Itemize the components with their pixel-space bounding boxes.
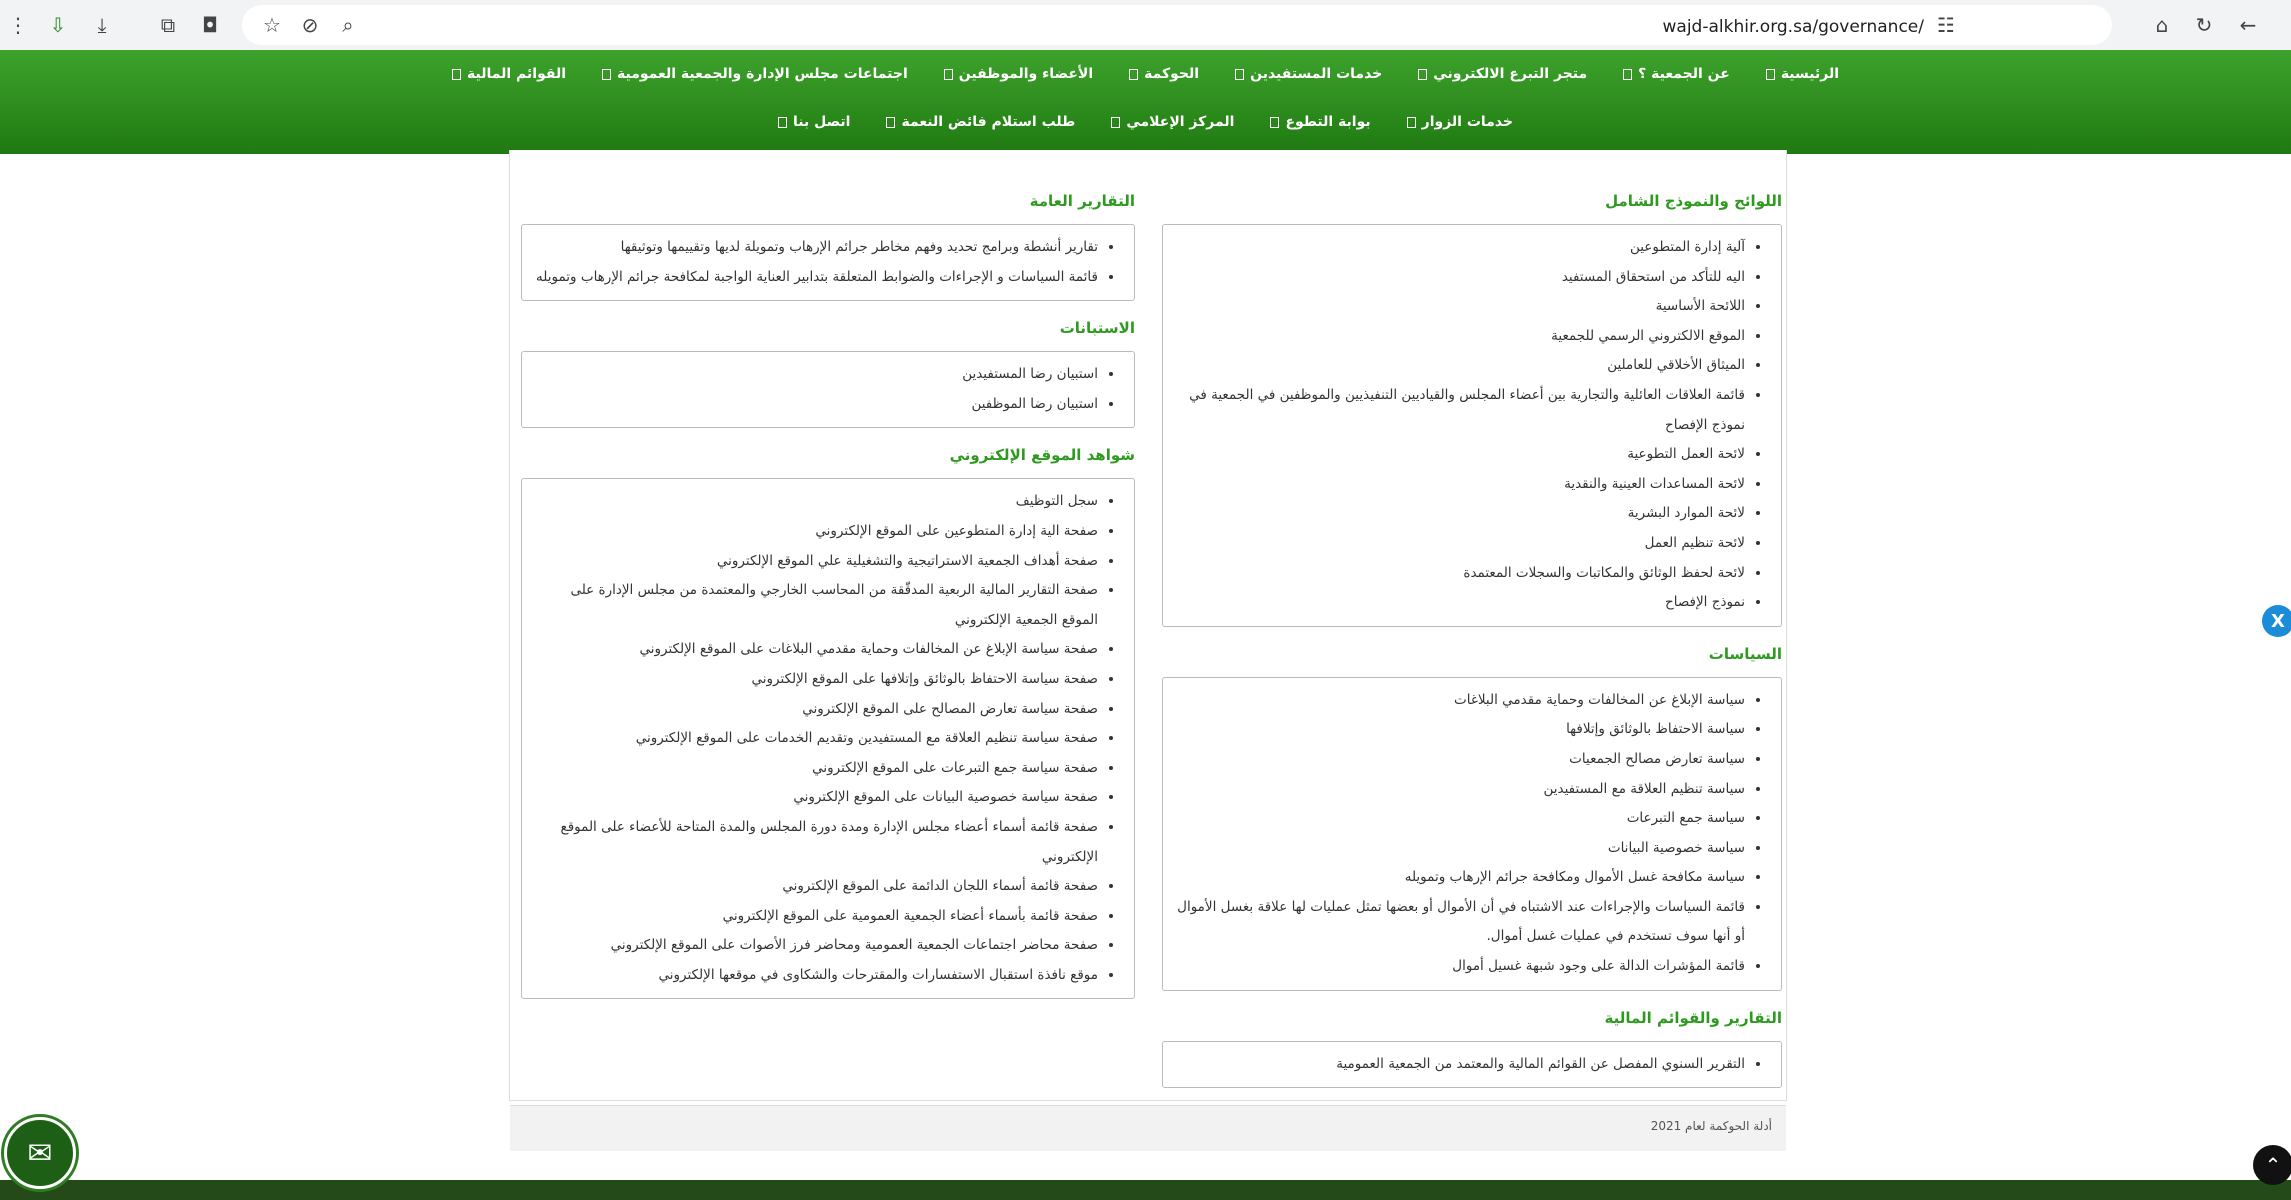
download-icon[interactable]: ⤓ (97, 13, 107, 37)
nav-label: الحوكمة (1144, 66, 1200, 82)
document-link[interactable]: • قائمة المؤشرات الدالة على وجود شبهة غسيل أموال (1177, 952, 1745, 982)
nav-label: خدمات المستفيدين (1250, 66, 1383, 82)
section-title: التقارير والقوائم المالية (1604, 1008, 1782, 1027)
dropdown-icon (886, 117, 895, 128)
document-link[interactable]: • صفحة سياسة تعارض المصالح على الموقع الإلكتروني (536, 695, 1098, 725)
x-social-icon[interactable]: X (2262, 605, 2291, 637)
extensions-icon[interactable]: ⧉ (160, 13, 176, 37)
nav-item-4[interactable] (1217, 66, 1400, 82)
panel-footer (510, 1105, 1786, 1151)
left-column (521, 190, 1135, 1015)
document-link[interactable]: • صفحة سياسة تنظيم العلاقة مع المستفيدين وتقديم الخدمات على الموقع الإلكتروني (536, 724, 1098, 754)
document-link[interactable]: • صفحة قائمة أسماء اللجان الدائمة على الموقع الإلكتروني (536, 872, 1098, 902)
document-list (1162, 677, 1782, 991)
section-title: الاستبانات (1059, 319, 1135, 338)
nav-item-4[interactable] (868, 114, 1093, 130)
more-menu-icon[interactable]: ⋮ (8, 13, 28, 37)
nav-label: عن الجمعية ؟ (1638, 66, 1730, 82)
browser-toolbar (0, 0, 2291, 51)
screenshot-icon[interactable]: ◘ (202, 13, 218, 37)
document-link[interactable]: • الميثاق الأخلاقي للعاملين (1177, 351, 1745, 381)
nav-item-3[interactable] (1400, 66, 1605, 82)
footer-text: أدلة الحوكمة لعام 2021 (1650, 1119, 1772, 1133)
document-link[interactable]: • سياسة الإبلاغ عن المخالفات وحماية مقدمي البلاغات (1177, 686, 1745, 716)
dropdown-icon (1407, 117, 1416, 128)
document-link[interactable]: • لائحة تنظيم العمل (1177, 529, 1745, 559)
scroll-top-icon[interactable]: ⌃ (2253, 1145, 2291, 1185)
document-link[interactable]: • سياسة تعارض مصالح الجمعيات (1177, 745, 1745, 775)
nav-item-1[interactable] (1389, 114, 1531, 130)
document-link[interactable]: • سياسة تنظيم العلاقة مع المستفيدين (1177, 775, 1745, 805)
main-navigation (0, 50, 2291, 154)
section-title: السياسات (1708, 644, 1782, 663)
document-link[interactable]: • موقع نافذة استقبال الاستفسارات والمقترحات والشكاوى في موقعها الإلكتروني (536, 961, 1098, 991)
document-link[interactable]: • سياسة خصوصية البيانات (1177, 834, 1745, 864)
nav-item-8[interactable] (434, 66, 584, 82)
document-link[interactable]: • سجل التوظيف (536, 487, 1098, 517)
dropdown-icon (1129, 69, 1138, 80)
document-link[interactable]: • استبيان رضا المستفيدين (536, 360, 1098, 390)
document-link[interactable]: • صفحة أهداف الجمعية الاستراتيجية والتشغيلية علي الموقع الإلكتروني (536, 547, 1098, 577)
nav-label: خدمات الزوار (1421, 114, 1514, 130)
section-title: شواهد الموقع الإلكتروني (949, 446, 1135, 465)
section-title: التقارير العامة (1029, 192, 1135, 210)
document-link[interactable]: • نموذج الإفصاح (1177, 588, 1745, 618)
document-link[interactable]: • التقرير السنوي المفصل عن القوائم المالية والمعتمد من الجمعية العمومية (1177, 1050, 1745, 1080)
nav-item-7[interactable] (584, 66, 926, 82)
nav-label: متجر التبرع الالكتروني (1433, 66, 1588, 82)
dropdown-icon (778, 117, 787, 128)
document-link[interactable]: • قائمة العلاقات العائلية والتجارية بين أعضاء المجلس والقياديين التنفيذيين والموظفين في الجمعية في نموذج الإفصاح (1177, 381, 1745, 440)
document-link[interactable]: • لائحة العمل التطوعية (1177, 440, 1745, 470)
site-settings-icon[interactable]: ☷ (1937, 13, 1955, 37)
document-link[interactable]: • اليه للتأكد من استحقاق المستفيد (1177, 263, 1745, 293)
document-link[interactable]: • صفحة سياسة خصوصية البيانات على الموقع الإلكتروني (536, 783, 1098, 813)
governance-panel (509, 150, 1787, 1133)
nav-label: المركز الإعلامي (1126, 114, 1235, 130)
nav-item-5[interactable] (1111, 66, 1217, 82)
dropdown-icon (1235, 69, 1244, 80)
site-footer-bar (0, 1180, 2291, 1200)
document-list (521, 351, 1135, 428)
document-link[interactable]: • قائمة السياسات و الإجراءات والضوابط المتعلقة بتدابير العناية الواجبة لمكافحة جرائم الإرهاب وتمويله (536, 263, 1098, 293)
nav-item-3[interactable] (1093, 114, 1252, 130)
back-icon[interactable]: ← (2239, 13, 2257, 37)
dropdown-icon (452, 69, 461, 80)
nav-item-5[interactable] (760, 114, 868, 130)
nav-row-2 (0, 114, 2291, 130)
hide-eye-icon[interactable]: ⊘ (301, 13, 319, 37)
document-list (521, 478, 1135, 999)
nav-row-1 (0, 66, 2291, 82)
document-link[interactable]: • الموقع الالكتروني الرسمي للجمعية (1177, 322, 1745, 352)
dropdown-icon (602, 69, 611, 80)
dropdown-icon (1766, 69, 1775, 80)
document-list (521, 224, 1135, 301)
dropdown-icon (944, 69, 953, 80)
home-icon[interactable]: ⌂ (2155, 13, 2169, 37)
section-title: اللوائح والنموذج الشامل (1605, 192, 1782, 210)
document-link[interactable]: • لائحة لحفظ الوثائق والمكاتبات والسجلات المعتمدة (1177, 559, 1745, 589)
document-link[interactable]: • قائمة السياسات والإجراءات عند الاشتباه في أن الأموال أو بعضها تمثل عمليات لها علاقة بغسل الأموال أو أنها سوف تستخدم في عمليات غسل أموال. (1177, 893, 1745, 952)
mail-icon[interactable]: ✉ (4, 1117, 76, 1189)
nav-label: الرئيسية (1780, 66, 1839, 82)
document-link[interactable]: • صفحة قائمة أسماء أعضاء مجلس الإدارة ومدة دورة المجلس والمدة المتاحة للأعضاء على الموقع الإلكتروني (536, 813, 1098, 872)
document-link[interactable]: • آلية إدارة المتطوعين (1177, 233, 1745, 263)
dropdown-icon (1270, 117, 1279, 128)
nav-item-2[interactable] (1605, 66, 1748, 82)
nav-label: اجتماعات مجلس الإدارة والجمعية العمومية (617, 66, 908, 82)
document-link[interactable]: • اللائحة الأساسية (1177, 292, 1745, 322)
nav-label: طلب استلام فائض النعمة (901, 114, 1076, 130)
document-link[interactable]: • استبيان رضا الموظفين (536, 390, 1098, 420)
document-link[interactable]: • صفحة قائمة بأسماء أعضاء الجمعية العمومية على الموقع الإلكتروني (536, 902, 1098, 932)
document-link[interactable]: • صفحة سياسة جمع التبرعات على الموقع الإلكتروني (536, 754, 1098, 784)
nav-label: الأعضاء والموظفين (958, 66, 1094, 82)
document-link[interactable]: • لائحة المساعدات العينية والنقدية (1177, 470, 1745, 500)
nav-item-6[interactable] (926, 66, 1111, 82)
document-link[interactable]: • صفحة محاضر اجتماعات الجمعية العمومية ومحاضر فرز الأصوات على الموقع الإلكتروني (536, 931, 1098, 961)
address-bar[interactable] (242, 5, 2112, 45)
document-link[interactable]: • صفحة الية إدارة المتطوعين على الموقع الإلكتروني (536, 517, 1098, 547)
document-link[interactable]: • سياسة مكافحة غسل الأموال ومكافحة جرائم الإرهاب وتمويله (1177, 863, 1745, 893)
document-link[interactable]: • صفحة التقارير المالية الربعية المدقّقة من المحاسب الخارجي والمعتمدة من مجلس الإدارة على الموقع الجمعية الإلكتروني (536, 576, 1098, 635)
document-link[interactable]: • صفحة سياسة الإبلاغ عن المخالفات وحماية مقدمي البلاغات على الموقع الإلكتروني (536, 635, 1098, 665)
nav-label: بوابة التطوع (1285, 114, 1371, 130)
document-link[interactable]: • تقارير أنشطة وبرامج تحديد وفهم مخاطر جرائم الإرهاب وتمويلة لديها وتقييمها وتوثيقها (536, 233, 1098, 263)
nav-item-1[interactable] (1748, 66, 1857, 82)
dropdown-icon (1623, 69, 1632, 80)
right-column (1162, 190, 1782, 1104)
nav-label: اتصل بنا (793, 114, 851, 130)
document-link[interactable]: • سياسة جمع التبرعات (1177, 804, 1745, 834)
reload-icon[interactable]: ↻ (2195, 13, 2213, 37)
document-link[interactable]: • لائحة الموارد البشرية (1177, 499, 1745, 529)
dropdown-icon (1418, 69, 1427, 80)
document-list (1162, 1041, 1782, 1089)
nav-label: القوائم المالية (467, 66, 566, 82)
document-link[interactable]: • صفحة سياسة الاحتفاظ بالوثائق وإتلافها على الموقع الإلكتروني (536, 665, 1098, 695)
zoom-icon[interactable]: ⌕ (342, 13, 354, 37)
document-link[interactable]: • سياسة الاحتفاظ بالوثائق وإتلافها (1177, 715, 1745, 745)
app-install-icon[interactable]: ⇩ (49, 13, 67, 37)
dropdown-icon (1111, 117, 1120, 128)
nav-item-2[interactable] (1252, 114, 1388, 130)
url-text[interactable]: wajd-alkhir.org.sa/governance/ (1662, 17, 1924, 37)
bookmark-star-icon[interactable]: ☆ (263, 13, 281, 37)
document-list (1162, 224, 1782, 627)
